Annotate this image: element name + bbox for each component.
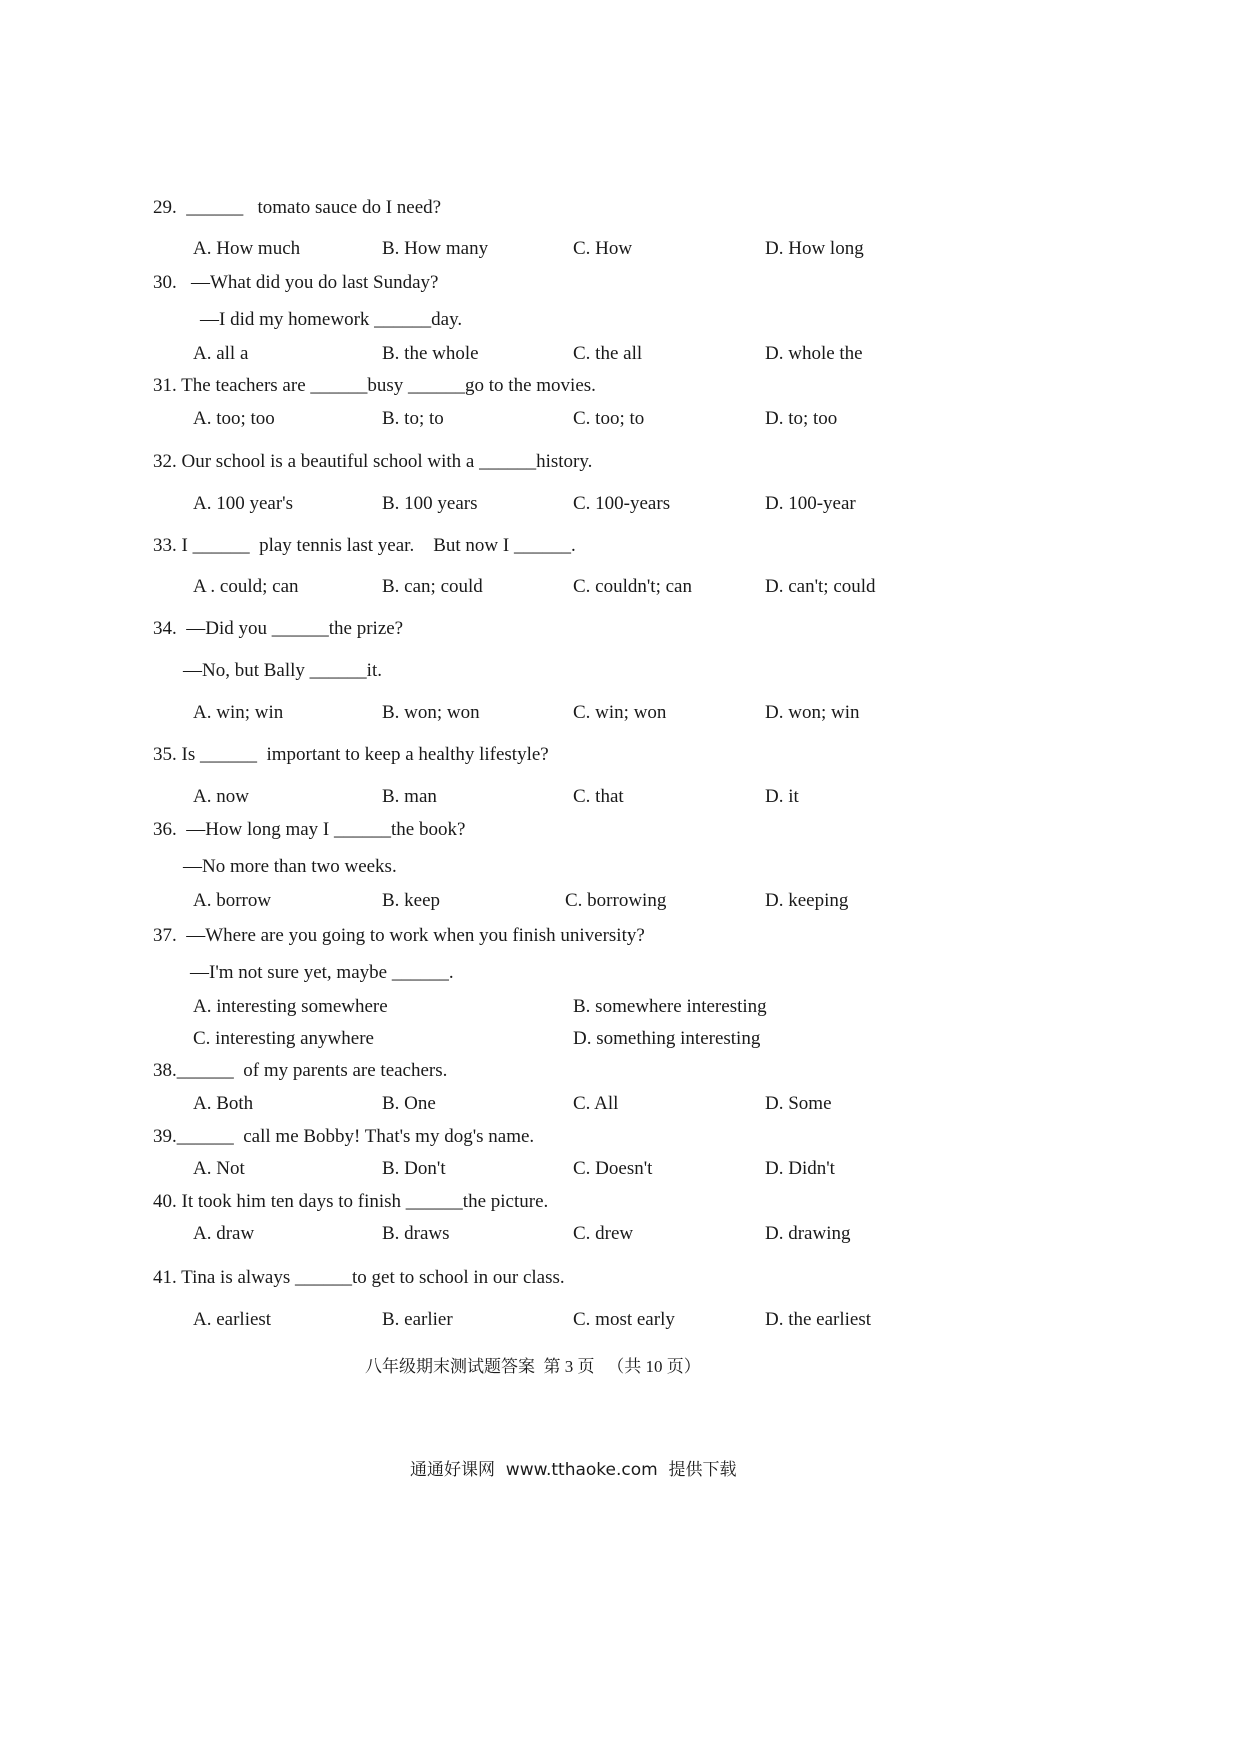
q29-option-a: A. How much xyxy=(193,238,301,259)
q31-option-c: C. too; to xyxy=(573,408,645,429)
q39-option-c: C. Doesn't xyxy=(573,1158,653,1179)
question-34-stem: 34. —Did you ______the prize? xyxy=(153,618,404,639)
q39-option-a: A. Not xyxy=(193,1158,245,1179)
q33-option-d: D. can't; could xyxy=(765,576,876,597)
question-36-reply: —No more than two weeks. xyxy=(183,856,397,877)
question-39-stem: 39.______ call me Bobby! That's my dog's name. xyxy=(153,1126,535,1147)
question-37-stem: 37. —Where are you going to work when you finish university? xyxy=(153,925,645,946)
question-34-reply: —No, but Bally ______it. xyxy=(183,660,382,681)
q34-option-a: A. win; win xyxy=(193,702,284,723)
q34-option-b: B. won; won xyxy=(382,702,480,723)
q33-option-a: A . could; can xyxy=(193,576,299,597)
q32-option-d: D. 100-year xyxy=(765,493,856,514)
question-36-stem: 36. —How long may I ______the book? xyxy=(153,819,466,840)
q31-option-b: B. to; to xyxy=(382,408,444,429)
question-30-stem: 30. —What did you do last Sunday? xyxy=(153,272,439,293)
q33-option-c: C. couldn't; can xyxy=(573,576,692,597)
q41-option-a: A. earliest xyxy=(193,1309,272,1330)
q33-option-b: B. can; could xyxy=(382,576,483,597)
q37-option-a: A. interesting somewhere xyxy=(193,996,388,1017)
q37-option-c: C. interesting anywhere xyxy=(193,1028,374,1049)
question-29-stem: 29. ______ tomato sauce do I need? xyxy=(153,197,442,218)
question-33-stem: 33. I ______ play tennis last year. But now I ______. xyxy=(153,535,576,556)
question-35-stem: 35. Is ______ important to keep a healthy lifestyle? xyxy=(153,744,549,765)
q37-option-d: D. something interesting xyxy=(573,1028,761,1049)
q32-option-b: B. 100 years xyxy=(382,493,478,514)
q37-option-b: B. somewhere interesting xyxy=(573,996,767,1017)
q38-option-b: B. One xyxy=(382,1093,436,1114)
q34-option-d: D. won; win xyxy=(765,702,860,723)
question-30-reply: —I did my homework ______day. xyxy=(200,309,463,330)
q41-option-b: B. earlier xyxy=(382,1309,453,1330)
q35-option-b: B. man xyxy=(382,786,437,807)
q29-option-c: C. How xyxy=(573,238,633,259)
q36-option-d: D. keeping xyxy=(765,890,849,911)
q29-option-d: D. How long xyxy=(765,238,864,259)
q36-option-b: B. keep xyxy=(382,890,441,911)
question-31-stem: 31. The teachers are ______busy ______go to the movies. xyxy=(153,375,596,396)
q35-option-c: C. that xyxy=(573,786,624,807)
download-credit-line: 通通好课网 www.tthaoke.com 提供下载 xyxy=(410,1460,737,1480)
q32-option-c: C. 100-years xyxy=(573,493,671,514)
q29-option-b: B. How many xyxy=(382,238,489,259)
q30-option-d: D. whole the xyxy=(765,343,863,364)
q38-option-d: D. Some xyxy=(765,1093,832,1114)
q35-option-a: A. now xyxy=(193,786,249,807)
q31-option-d: D. to; too xyxy=(765,408,838,429)
q39-option-b: B. Don't xyxy=(382,1158,446,1179)
question-38-stem: 38.______ of my parents are teachers. xyxy=(153,1060,448,1081)
q41-option-c: C. most early xyxy=(573,1309,675,1330)
q30-option-b: B. the whole xyxy=(382,343,479,364)
q39-option-d: D. Didn't xyxy=(765,1158,835,1179)
q30-option-c: C. the all xyxy=(573,343,643,364)
q38-option-c: C. All xyxy=(573,1093,619,1114)
q30-option-a: A. all a xyxy=(193,343,249,364)
q35-option-d: D. it xyxy=(765,786,799,807)
q32-option-a: A. 100 year's xyxy=(193,493,293,514)
q40-option-b: B. draws xyxy=(382,1223,450,1244)
question-41-stem: 41. Tina is always ______to get to school in our class. xyxy=(153,1267,565,1288)
q41-option-d: D. the earliest xyxy=(765,1309,872,1330)
q31-option-a: A. too; too xyxy=(193,408,275,429)
page-footer: 八年级期末测试题答案 第 3 页 （共 10 页） xyxy=(365,1357,701,1376)
q36-option-c: C. borrowing xyxy=(565,890,667,911)
question-32-stem: 32. Our school is a beautiful school with a ______history. xyxy=(153,451,593,472)
q36-option-a: A. borrow xyxy=(193,890,272,911)
question-40-stem: 40. It took him ten days to finish ______the picture. xyxy=(153,1191,549,1212)
q34-option-c: C. win; won xyxy=(573,702,667,723)
q40-option-a: A. draw xyxy=(193,1223,255,1244)
q40-option-c: C. drew xyxy=(573,1223,634,1244)
q38-option-a: A. Both xyxy=(193,1093,254,1114)
q40-option-d: D. drawing xyxy=(765,1223,851,1244)
question-37-reply: —I'm not sure yet, maybe ______. xyxy=(190,962,454,983)
